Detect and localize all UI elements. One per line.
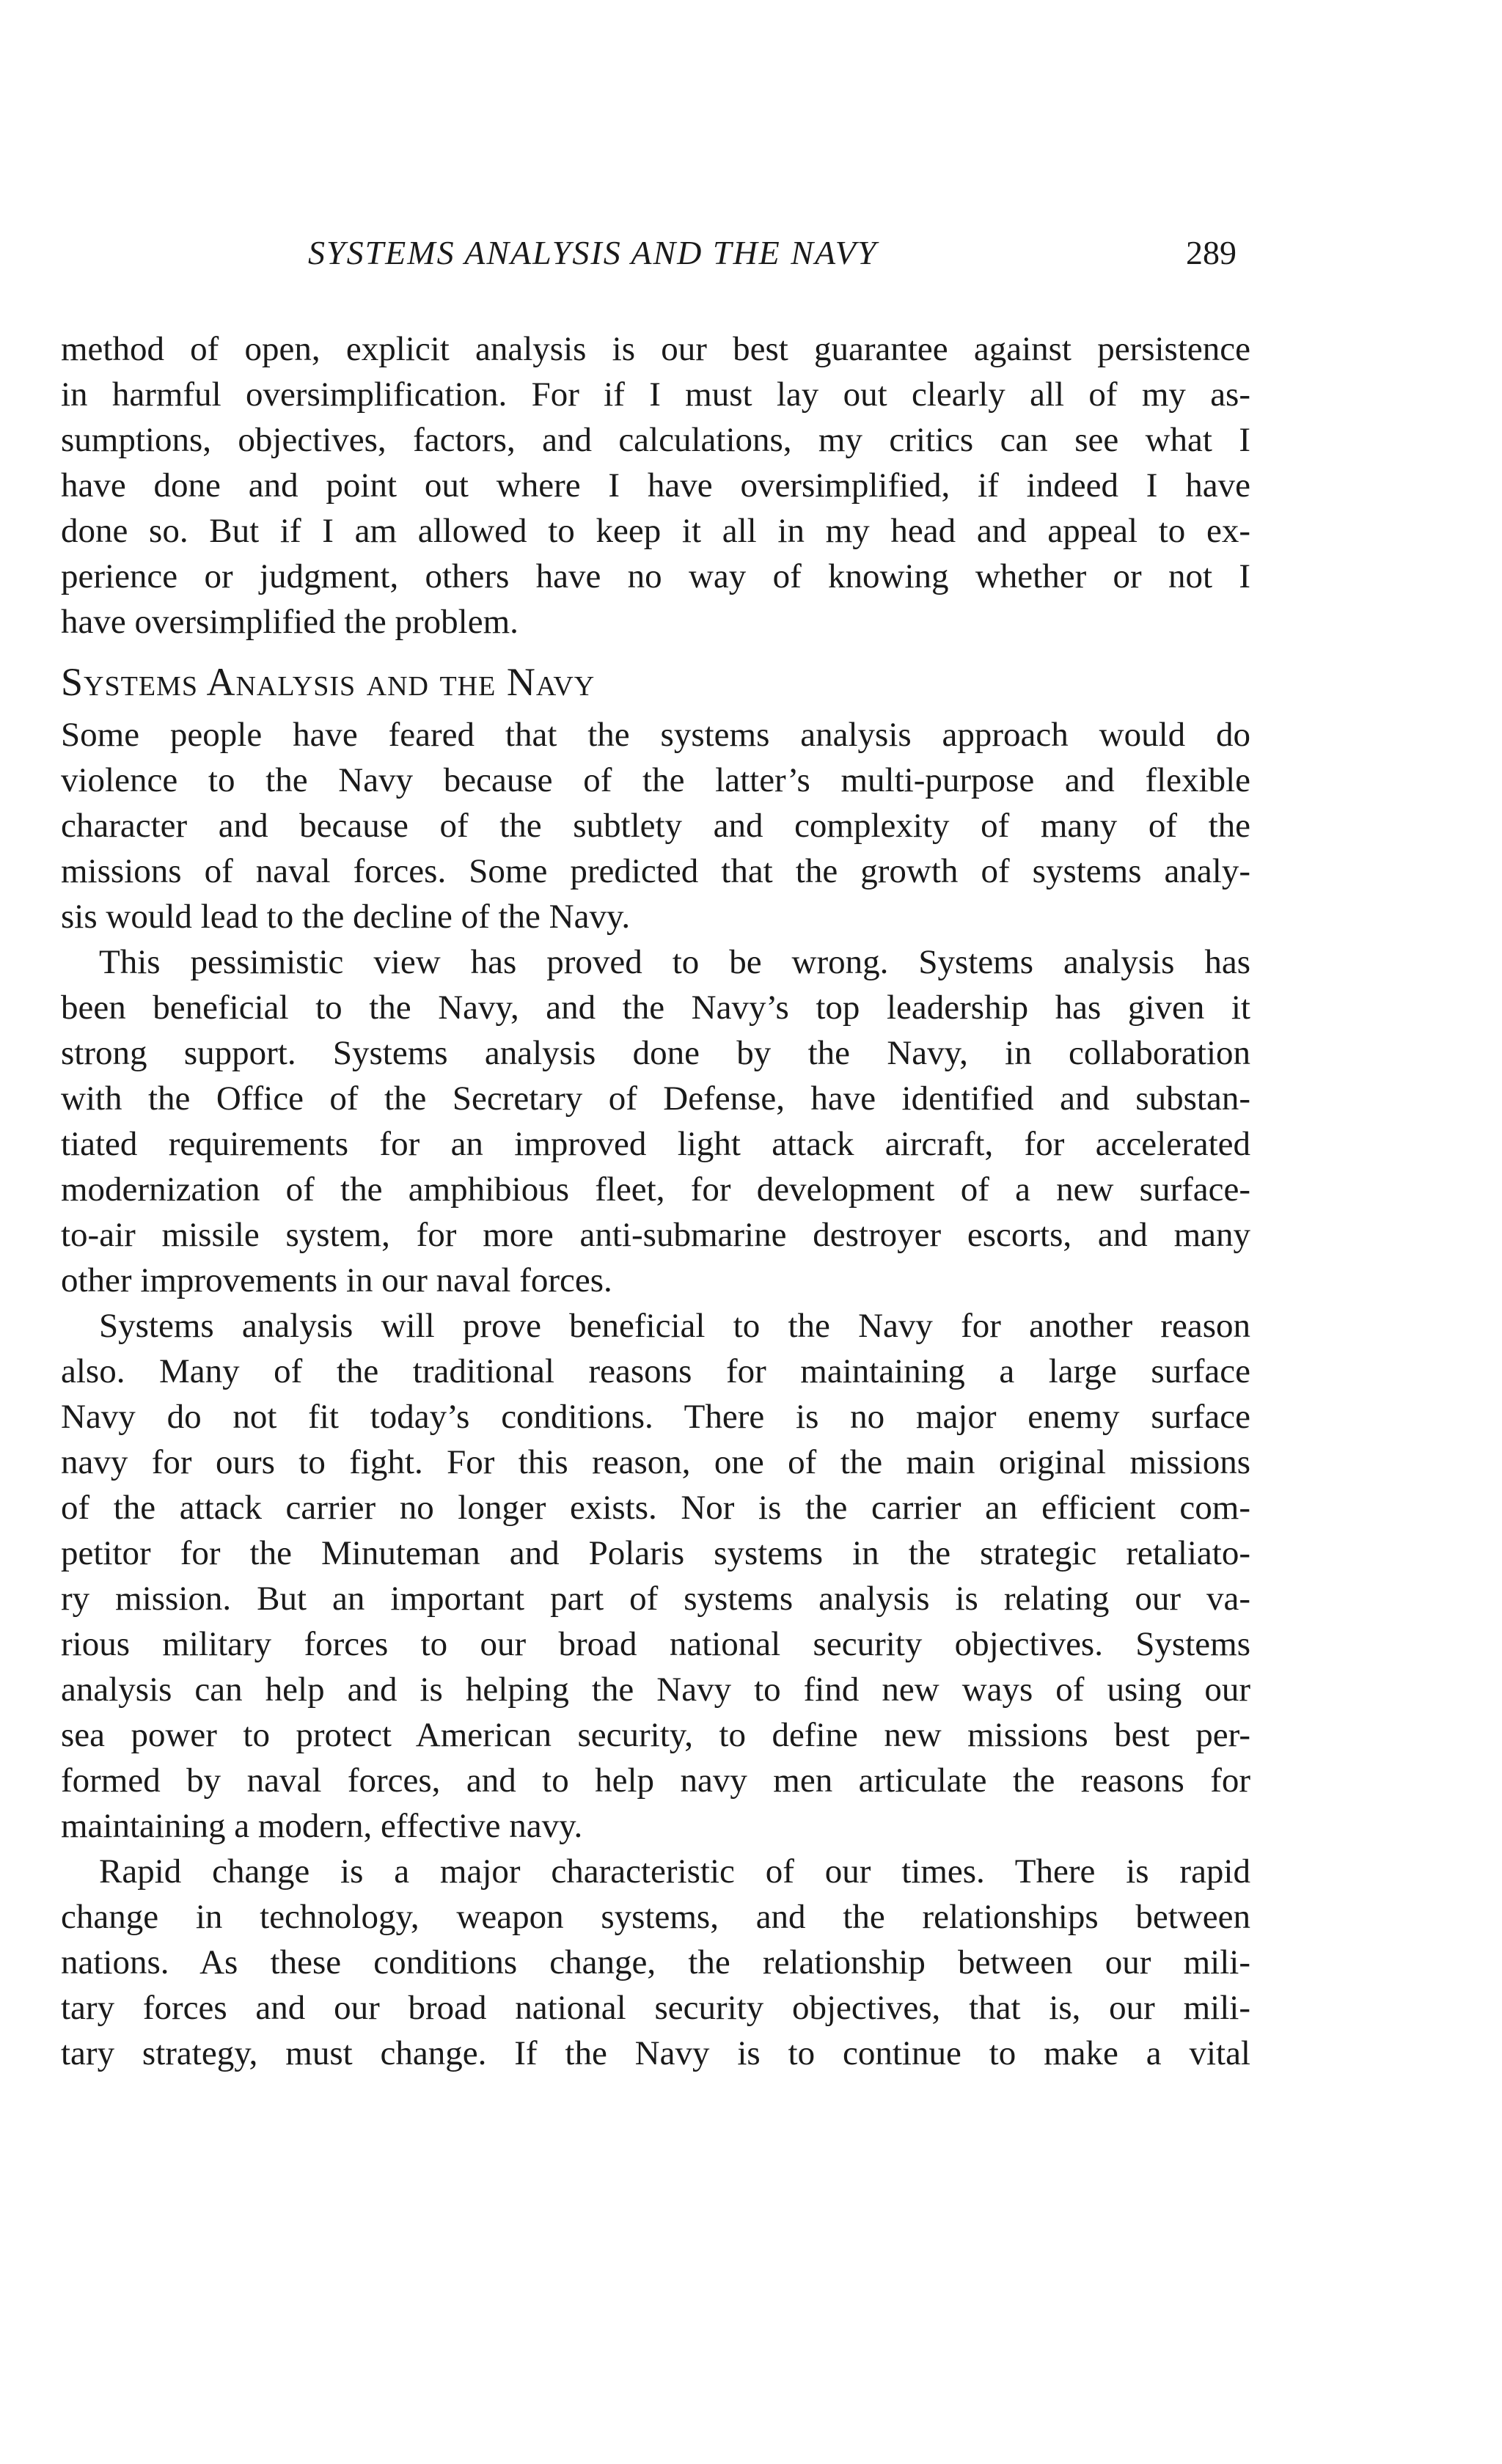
text-line: This pessimistic view has proved to be wrong. Systems analysis has bbox=[99, 943, 1250, 981]
paragraph bbox=[61, 1849, 1250, 2076]
text-line: sea power to protect American security, to define new missions best per- bbox=[61, 1716, 1250, 1754]
text-line: ry mission. But an important part of systems analysis is relating our va- bbox=[61, 1580, 1250, 1618]
text-line: maintaining a modern, effective navy. bbox=[61, 1807, 583, 1845]
text-line: character and because of the subtlety and complexity of many of the bbox=[61, 807, 1250, 845]
text-line: other improvements in our naval forces. bbox=[61, 1261, 612, 1299]
text-line: perience or judgment, others have no way of knowing whether or not I bbox=[61, 557, 1250, 595]
text-line: of the attack carrier no longer exists. Nor is the carrier an efficient com- bbox=[61, 1489, 1250, 1527]
paragraph bbox=[61, 712, 1250, 939]
body-text bbox=[61, 326, 1250, 2076]
text-line: done so. But if I am allowed to keep it all in my head and appeal to ex- bbox=[61, 512, 1250, 550]
text-line: sumptions, objectives, factors, and calculations, my critics can see what I bbox=[61, 421, 1250, 459]
text-line: to-air missile system, for more anti-submarine destroyer escorts, and many bbox=[61, 1216, 1250, 1254]
text-line: with the Office of the Secretary of Defense, have identified and substan- bbox=[61, 1079, 1250, 1118]
text-line: nations. As these conditions change, the relationship between our mili- bbox=[61, 1943, 1250, 1981]
running-head bbox=[0, 233, 1502, 285]
text-line: petitor for the Minuteman and Polaris systems in the strategic retaliato- bbox=[61, 1534, 1250, 1572]
text-line: Rapid change is a major characteristic of our times. There is rapid bbox=[99, 1852, 1250, 1891]
text-line: missions of naval forces. Some predicted that the growth of systems analy- bbox=[61, 852, 1250, 890]
text-line: rious military forces to our broad national security objectives. Systems bbox=[61, 1625, 1250, 1663]
text-line: strong support. Systems analysis done by the Navy, in collaboration bbox=[61, 1034, 1250, 1072]
page-number: 289 bbox=[1186, 234, 1237, 271]
paragraph bbox=[61, 939, 1250, 1303]
text-line: have done and point out where I have oversimplified, if indeed I have bbox=[61, 466, 1250, 505]
text-line: navy for ours to fight. For this reason, one of the main original missions bbox=[61, 1443, 1250, 1481]
running-title: SYSTEMS ANALYSIS AND THE NAVY bbox=[308, 234, 878, 271]
text-line: violence to the Navy because of the latter’s multi-purpose and flexible bbox=[61, 761, 1250, 799]
text-line: been beneficial to the Navy, and the Navy’s top leadership has given it bbox=[61, 989, 1250, 1027]
text-line: tiated requirements for an improved light attack aircraft, for accelerated bbox=[61, 1125, 1250, 1163]
text-line: Some people have feared that the systems analysis approach would do bbox=[61, 716, 1250, 754]
text-line: change in technology, weapon systems, and the relationships between bbox=[61, 1898, 1250, 1936]
text-line: Navy do not fit today’s conditions. There is no major enemy surface bbox=[61, 1398, 1250, 1436]
text-line: formed by naval forces, and to help navy men articulate the reasons for bbox=[61, 1761, 1250, 1800]
text-line: sis would lead to the decline of the Navy. bbox=[61, 898, 631, 936]
text-line: tary forces and our broad national security objectives, that is, our mili- bbox=[61, 1989, 1250, 2027]
text-line: method of open, explicit analysis is our best guarantee against persistence bbox=[61, 330, 1250, 368]
text-line: have oversimplified the problem. bbox=[61, 603, 519, 641]
text-line: also. Many of the traditional reasons for maintaining a large surface bbox=[61, 1352, 1250, 1390]
text-line: analysis can help and is helping the Navy to find new ways of using our bbox=[61, 1671, 1250, 1709]
text-line: Systems analysis will prove beneficial to the Navy for another reason bbox=[99, 1307, 1250, 1345]
paragraph bbox=[61, 1303, 1250, 1849]
text-line: in harmful oversimplification. For if I must lay out clearly all of my as- bbox=[61, 375, 1250, 414]
text-line: tary strategy, must change. If the Navy is to continue to make a vital bbox=[61, 2034, 1250, 2072]
section-heading: Systems Analysis and the Navy bbox=[61, 660, 596, 704]
text-line: modernization of the amphibious fleet, for development of a new surface- bbox=[61, 1170, 1250, 1209]
paragraph bbox=[61, 326, 1250, 645]
